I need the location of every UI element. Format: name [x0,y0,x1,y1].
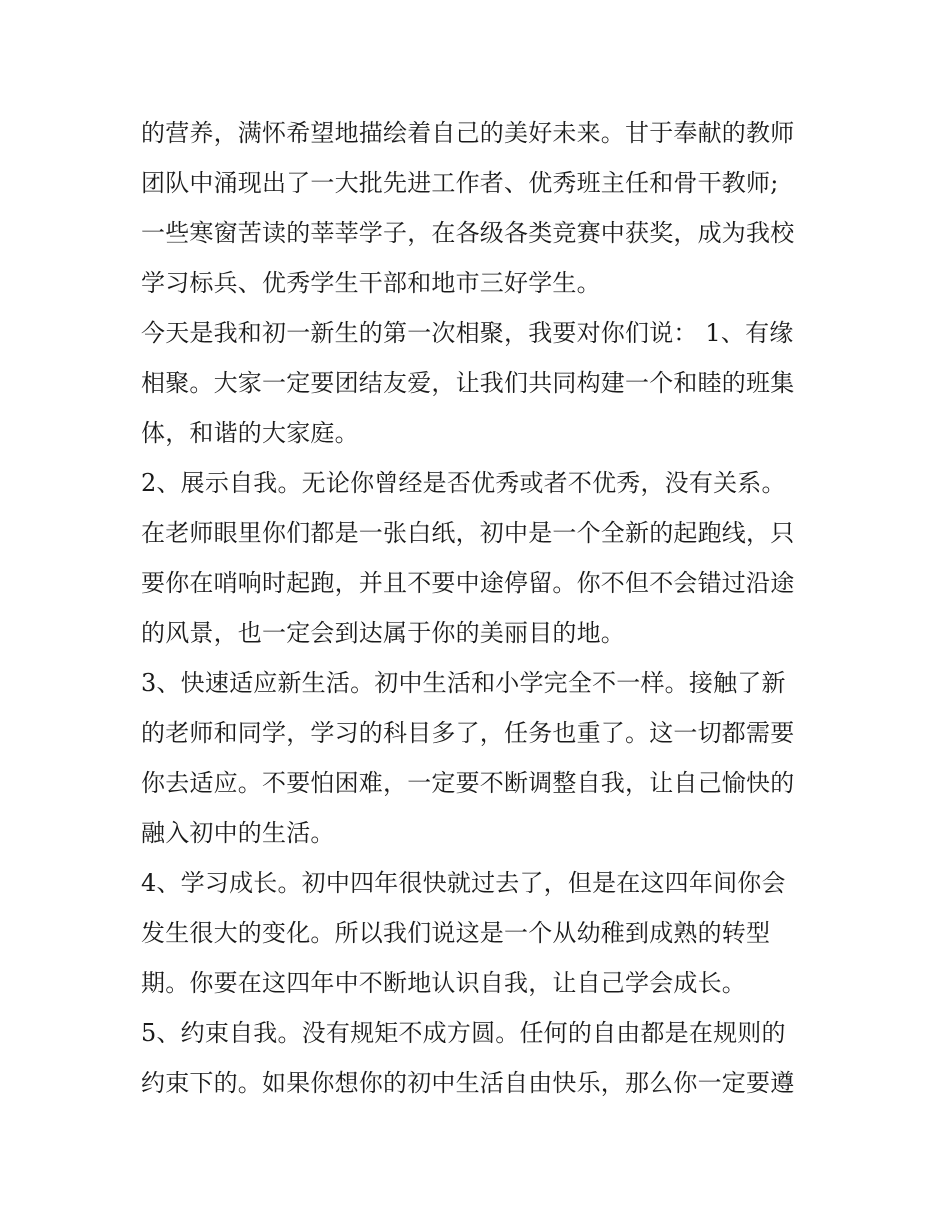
text-line: 融入初中的生活。 [141,819,335,847]
text-line: 2、展示自我。无论你曾经是否优秀或者不优秀，没有关系。 [141,469,786,497]
text-line: 体，和谐的大家庭。 [141,419,359,447]
text-line: 的风景，也一定会到达属于你的美丽目的地。 [141,619,625,647]
text-line: 的营养，满怀希望地描绘着自己的美好未来。甘于奉献的教师 [141,119,795,147]
text-line: 一些寒窗苦读的莘莘学子，在各级各类竞赛中获奖，成为我校 [141,219,795,247]
text-line: 5、约束自我。没有规矩不成方圆。任何的自由都是在规则的 [141,1019,786,1047]
text-line: 团队中涌现出了一大批先进工作者、优秀班主任和骨干教师; [141,169,779,197]
text-line: 发生很大的变化。所以我们说这是一个从幼稚到成熟的转型 [141,919,771,947]
text-line: 期。你要在这四年中不断地认识自我，让自己学会成长。 [141,969,746,997]
text-line: 3、快速适应新生活。初中生活和小学完全不一样。接触了新 [141,669,786,697]
text-line: 相聚。大家一定要团结友爱，让我们共同构建一个和睦的班集 [141,369,795,397]
text-line: 在老师眼里你们都是一张白纸，初中是一个全新的起跑线，只 [141,519,795,547]
text-line: 学习标兵、优秀学生干部和地市三好学生。 [141,269,601,297]
text-line: 4、学习成长。初中四年很快就过去了，但是在这四年间你会 [141,869,786,897]
text-line: 的老师和同学，学习的科目多了，任务也重了。这一切都需要 [141,719,795,747]
text-line: 你去适应。不要怕困难，一定要不断调整自我，让自己愉快的 [141,769,795,797]
text-line: 要你在哨响时起跑，并且不要中途停留。你不但不会错过沿途 [141,569,795,597]
text-line: 约束下的。如果你想你的初中生活自由快乐，那么你一定要遵 [141,1069,795,1097]
text-line: 今天是我和初一新生的第一次相聚，我要对你们说： 1、有缘 [141,319,794,347]
document-body [141,108,821,1108]
